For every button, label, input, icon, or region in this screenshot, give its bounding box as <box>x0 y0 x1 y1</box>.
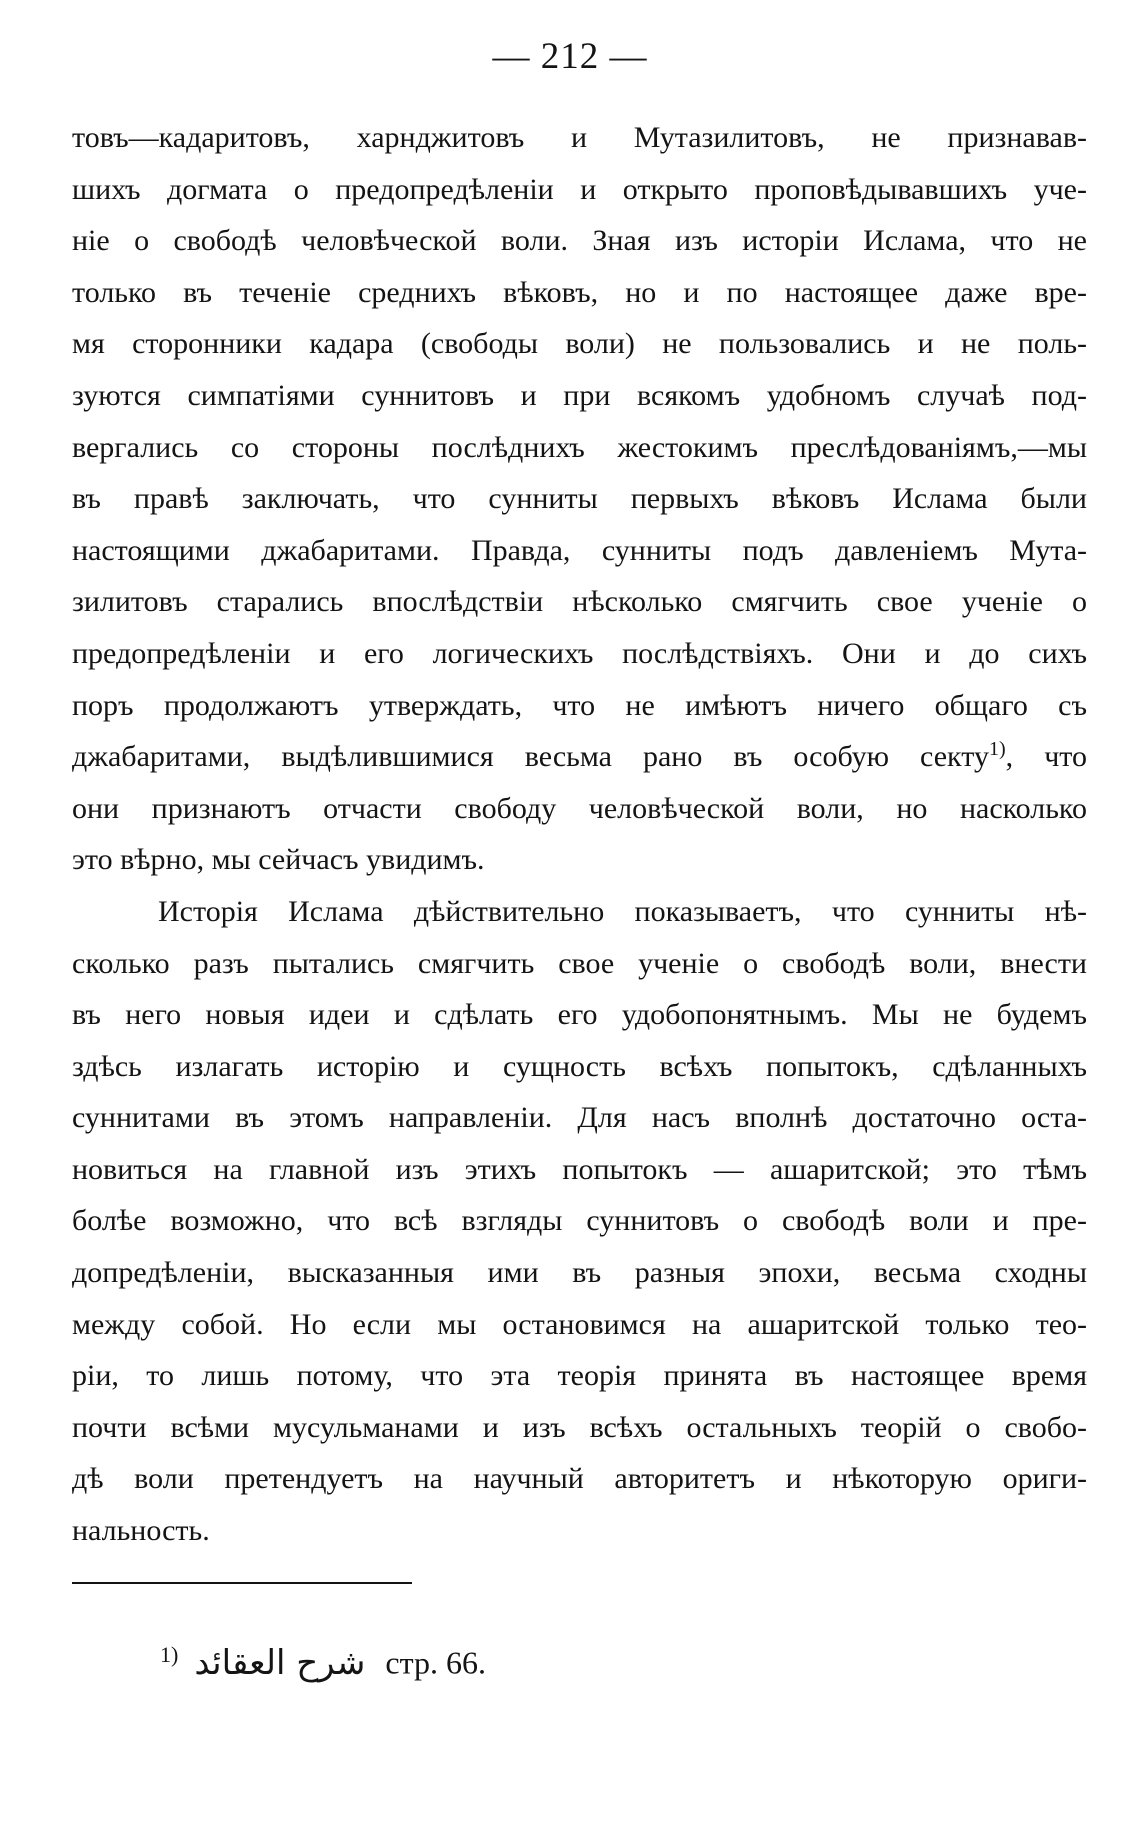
text-line: суннитами въ этомъ направленіи. Для насъ вполнѣ достаточно оста- <box>72 1101 1087 1135</box>
text-line: почти всѣми мусульманами и изъ всѣхъ остальныхъ теорій о свобо- <box>72 1410 1087 1444</box>
text-line: это вѣрно, мы сейчасъ увидимъ. <box>72 843 485 877</box>
footnote-arabic-title: شرح العقائد <box>194 1642 366 1683</box>
text-line: новиться на главной изъ этихъ попытокъ — ашаритской; это тѣмъ <box>72 1152 1087 1186</box>
text-line: дѣ воли претендуетъ на научный авторитетъ и нѣкоторую ориги- <box>72 1462 1087 1496</box>
text-line: здѣсь излагать исторію и сущность всѣхъ попытокъ, сдѣланныхъ <box>72 1049 1087 1083</box>
text-line: зуются симпатіями суннитовъ и при всякомъ удобномъ случаѣ под- <box>72 378 1087 412</box>
footnote-marker: 1) <box>160 1642 179 1667</box>
text-fragment: джабаритами, выдѣлившимися весьма рано въ особую секту <box>72 740 989 774</box>
text-line: сколько разъ пытались смягчить свое ученіе о свободѣ воли, внести <box>72 946 1087 980</box>
text-line: вергались со стороны послѣднихъ жестокимъ преслѣдованіямъ,—мы <box>72 430 1087 464</box>
text-line: въ правѣ заключать, что сунниты первыхъ вѣковъ Ислама были <box>72 482 1087 516</box>
text-line: они признаютъ отчасти свободу человѣческой воли, но насколько <box>72 791 1087 825</box>
page-number: — 212 — <box>492 36 648 77</box>
text-line: шихъ догмата о предопредѣленіи и открыто проповѣдывавшихъ уче- <box>72 172 1087 206</box>
footnote-divider <box>72 1582 412 1584</box>
text-line: поръ продолжаютъ утверждать, что не имѣютъ ничего общаго съ <box>72 688 1087 722</box>
text-line: ріи, то лишь потому, что эта теорія принята въ настоящее время <box>72 1359 1087 1393</box>
text-line: предопредѣленіи и его логическихъ послѣдствіяхъ. Они и до сихъ <box>72 636 1087 670</box>
text-line: нальность. <box>72 1514 210 1548</box>
footnote-page-ref: стр. 66. <box>385 1644 486 1681</box>
text-line: допредѣленіи, высказанныя ими въ разныя эпохи, весьма сходны <box>72 1256 1087 1290</box>
text-line: между собой. Но если мы остановимся на ашаритской только тео- <box>72 1307 1087 1341</box>
text-line: ніе о свободѣ человѣческой воли. Зная изъ исторіи Ислама, что не <box>72 224 1087 258</box>
text-line: товъ—кадаритовъ, харнджитовъ и Мутазилитовъ, не признавав- <box>72 121 1087 154</box>
text-fragment: , что <box>1005 740 1087 774</box>
text-line: болѣе возможно, что всѣ взгляды суннитовъ о свободѣ воли и пре- <box>72 1204 1087 1238</box>
text-line: въ него новыя идеи и сдѣлать его удобопонятнымъ. Мы не будемъ <box>72 998 1087 1032</box>
footnote-reference: 1) <box>988 738 1006 761</box>
main-text <box>72 112 1087 1557</box>
text-line: зилитовъ старались впослѣдствіи нѣсколько смягчить свое ученіе о <box>72 585 1087 619</box>
text-line: мя сторонники кадара (свободы воли) не пользовались и не поль- <box>72 327 1087 361</box>
paragraph-first-line: Исторія Ислама дѣйствительно показываетъ, что сунниты нѣ- <box>158 894 1087 928</box>
text-line: настоящими джабаритами. Правда, сунниты подъ давленіемъ Мута- <box>72 533 1087 567</box>
text-line-with-footnote <box>72 731 1087 783</box>
footnote <box>160 1630 486 1688</box>
text-line: только въ теченіе среднихъ вѣковъ, но и по настоящее даже вре- <box>72 275 1087 309</box>
